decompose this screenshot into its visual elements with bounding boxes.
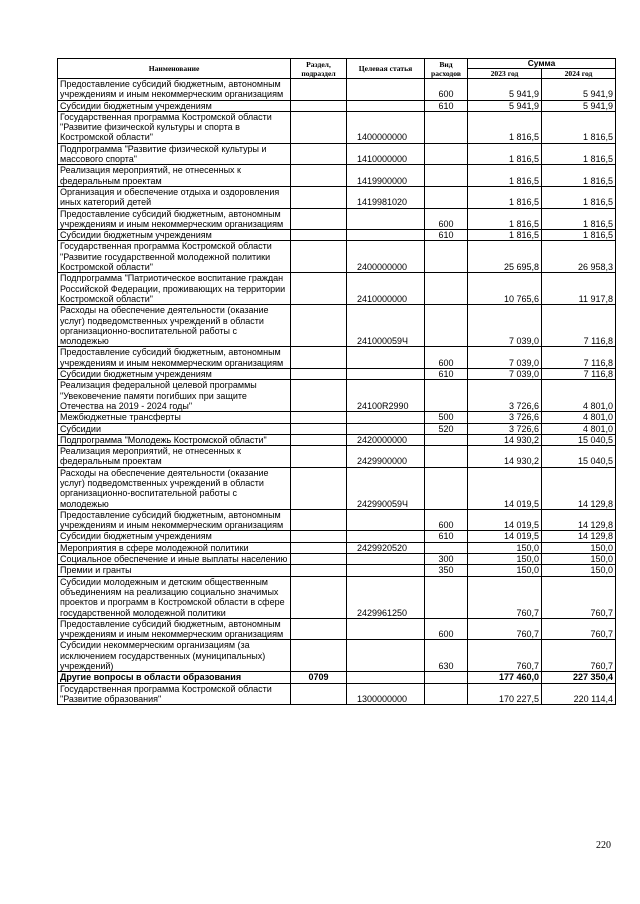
cell-name: Государственная программа Костромской области "Развитие образования" xyxy=(58,683,291,705)
cell-y2023: 3 726,6 xyxy=(468,423,542,434)
cell-type xyxy=(425,576,468,618)
cell-name: Предоставление субсидий бюджетным, автономным учреждениям и иным некоммерческим организациям xyxy=(58,618,291,640)
cell-target: 2429900000 xyxy=(347,446,425,468)
cell-name: Расходы на обеспечение деятельности (оказание услуг) подведомственных учреждений в области организационно-воспитательной работы с молодежью xyxy=(58,305,291,347)
cell-section xyxy=(291,509,347,531)
cell-section xyxy=(291,273,347,305)
cell-section xyxy=(291,143,347,165)
cell-target xyxy=(347,369,425,380)
cell-type: 600 xyxy=(425,79,468,101)
cell-y2023: 7 039,0 xyxy=(468,347,542,369)
table-row xyxy=(58,412,616,423)
table-row xyxy=(58,143,616,165)
cell-type xyxy=(425,683,468,705)
table-row xyxy=(58,423,616,434)
cell-name: Межбюджетные трансферты xyxy=(58,412,291,423)
cell-target xyxy=(347,672,425,683)
cell-y2024: 11 917,8 xyxy=(542,273,616,305)
cell-target xyxy=(347,565,425,576)
cell-y2024: 5 941,9 xyxy=(542,79,616,101)
cell-section xyxy=(291,576,347,618)
cell-y2024: 227 350,4 xyxy=(542,672,616,683)
cell-y2024: 760,7 xyxy=(542,576,616,618)
cell-section xyxy=(291,186,347,208)
cell-section xyxy=(291,412,347,423)
cell-target: 2429920520 xyxy=(347,542,425,553)
cell-y2023: 1 816,5 xyxy=(468,111,542,143)
cell-y2023: 5 941,9 xyxy=(468,100,542,111)
cell-y2024: 14 129,8 xyxy=(542,467,616,509)
cell-target xyxy=(347,79,425,101)
cell-target: 2420000000 xyxy=(347,434,425,445)
cell-section xyxy=(291,208,347,230)
cell-name: Субсидии бюджетным учреждениям xyxy=(58,531,291,542)
cell-name: Расходы на обеспечение деятельности (оказание услуг) подведомственных учреждений в области организационно-воспитательной работы с молодежью xyxy=(58,467,291,509)
cell-type xyxy=(425,672,468,683)
cell-section xyxy=(291,241,347,273)
cell-type: 300 xyxy=(425,554,468,565)
cell-name: Государственная программа Костромской области "Развитие физической культуры и спорта в Костромской области" xyxy=(58,111,291,143)
cell-section xyxy=(291,683,347,705)
cell-y2023: 1 816,5 xyxy=(468,186,542,208)
cell-section xyxy=(291,230,347,241)
cell-section xyxy=(291,565,347,576)
cell-y2024: 26 958,3 xyxy=(542,241,616,273)
cell-section xyxy=(291,111,347,143)
cell-name: Субсидии бюджетным учреждениям xyxy=(58,369,291,380)
cell-type: 610 xyxy=(425,531,468,542)
cell-type xyxy=(425,241,468,273)
table-row xyxy=(58,542,616,553)
cell-y2024: 150,0 xyxy=(542,554,616,565)
cell-y2023: 5 941,9 xyxy=(468,79,542,101)
table-row xyxy=(58,208,616,230)
cell-y2023: 10 765,6 xyxy=(468,273,542,305)
cell-y2023: 150,0 xyxy=(468,554,542,565)
cell-name: Субсидии некоммерческим организациям (за исключением государственных (муниципальных) учреждений) xyxy=(58,640,291,672)
table-row xyxy=(58,618,616,640)
cell-y2024: 1 816,5 xyxy=(542,230,616,241)
cell-target xyxy=(347,554,425,565)
cell-name: Подпрограмма "Развитие физической культуры и массового спорта" xyxy=(58,143,291,165)
cell-type: 600 xyxy=(425,208,468,230)
cell-section: 0709 xyxy=(291,672,347,683)
cell-y2023: 7 039,0 xyxy=(468,305,542,347)
cell-section xyxy=(291,640,347,672)
cell-type: 600 xyxy=(425,347,468,369)
cell-y2024: 15 040,5 xyxy=(542,446,616,468)
cell-type: 600 xyxy=(425,509,468,531)
cell-target: 2410000000 xyxy=(347,273,425,305)
cell-section xyxy=(291,554,347,565)
cell-y2023: 760,7 xyxy=(468,576,542,618)
cell-section xyxy=(291,305,347,347)
header-year-2024: 2024 год xyxy=(542,69,616,79)
cell-name: Предоставление субсидий бюджетным, автономным учреждениям и иным некоммерческим организациям xyxy=(58,509,291,531)
header-name: Наименование xyxy=(58,59,291,79)
cell-y2023: 3 726,6 xyxy=(468,412,542,423)
table-row xyxy=(58,467,616,509)
table-row xyxy=(58,347,616,369)
cell-type: 600 xyxy=(425,618,468,640)
cell-type xyxy=(425,111,468,143)
budget-table xyxy=(57,58,616,705)
cell-y2024: 760,7 xyxy=(542,618,616,640)
cell-type xyxy=(425,467,468,509)
cell-target xyxy=(347,100,425,111)
cell-target xyxy=(347,208,425,230)
header-sum: Сумма xyxy=(468,59,616,69)
cell-type: 520 xyxy=(425,423,468,434)
cell-y2024: 15 040,5 xyxy=(542,434,616,445)
cell-type: 610 xyxy=(425,369,468,380)
cell-type: 610 xyxy=(425,100,468,111)
cell-section xyxy=(291,542,347,553)
table-row xyxy=(58,509,616,531)
header-year-2023: 2023 год xyxy=(468,69,542,79)
cell-target: 242990059Ч xyxy=(347,467,425,509)
cell-target: 1400000000 xyxy=(347,111,425,143)
cell-y2024: 150,0 xyxy=(542,565,616,576)
cell-y2024: 4 801,0 xyxy=(542,423,616,434)
cell-y2023: 25 695,8 xyxy=(468,241,542,273)
cell-y2023: 1 816,5 xyxy=(468,165,542,187)
cell-y2023: 14 930,2 xyxy=(468,446,542,468)
cell-y2024: 1 816,5 xyxy=(542,186,616,208)
cell-type xyxy=(425,165,468,187)
cell-y2024: 7 116,8 xyxy=(542,369,616,380)
cell-name: Организация и обеспечение отдыха и оздоровления иных категорий детей xyxy=(58,186,291,208)
cell-name: Субсидии молодежным и детским общественным объединениям на реализацию социально значимых проектов и программ в Костромской области в сфере государственной молодежной политики xyxy=(58,576,291,618)
cell-section xyxy=(291,446,347,468)
cell-section xyxy=(291,618,347,640)
cell-y2024: 5 941,9 xyxy=(542,100,616,111)
table-row xyxy=(58,434,616,445)
cell-y2023: 14 019,5 xyxy=(468,531,542,542)
table-row xyxy=(58,576,616,618)
cell-target: 1419900000 xyxy=(347,165,425,187)
cell-section xyxy=(291,347,347,369)
cell-target: 2429961250 xyxy=(347,576,425,618)
cell-type xyxy=(425,273,468,305)
header-section: Раздел, подраздел xyxy=(291,59,347,79)
cell-section xyxy=(291,531,347,542)
cell-type xyxy=(425,542,468,553)
cell-y2024: 4 801,0 xyxy=(542,412,616,423)
cell-target: 1410000000 xyxy=(347,143,425,165)
cell-target xyxy=(347,347,425,369)
cell-y2023: 7 039,0 xyxy=(468,369,542,380)
cell-y2023: 150,0 xyxy=(468,565,542,576)
table-row xyxy=(58,230,616,241)
cell-type: 610 xyxy=(425,230,468,241)
cell-type: 500 xyxy=(425,412,468,423)
cell-target xyxy=(347,640,425,672)
cell-type xyxy=(425,434,468,445)
cell-y2023: 170 227,5 xyxy=(468,683,542,705)
table-row xyxy=(58,531,616,542)
table-row xyxy=(58,305,616,347)
cell-y2024: 7 116,8 xyxy=(542,305,616,347)
table-row xyxy=(58,380,616,412)
cell-type xyxy=(425,186,468,208)
table-row xyxy=(58,446,616,468)
cell-type: 630 xyxy=(425,640,468,672)
cell-section xyxy=(291,100,347,111)
cell-target xyxy=(347,509,425,531)
cell-name: Премии и гранты xyxy=(58,565,291,576)
page-number: 220 xyxy=(596,840,611,851)
table-header xyxy=(58,59,616,79)
cell-y2024: 14 129,8 xyxy=(542,509,616,531)
table-row xyxy=(58,554,616,565)
cell-name: Предоставление субсидий бюджетным, автономным учреждениям и иным некоммерческим организациям xyxy=(58,347,291,369)
cell-name: Реализация мероприятий, не отнесенных к федеральным проектам xyxy=(58,165,291,187)
table-row xyxy=(58,369,616,380)
cell-y2024: 14 129,8 xyxy=(542,531,616,542)
cell-name: Реализация федеральной целевой программы "Увековечение памяти погибших при защите Отечества на 2019 - 2024 годы" xyxy=(58,380,291,412)
cell-y2023: 1 816,5 xyxy=(468,143,542,165)
table-row xyxy=(58,565,616,576)
cell-target: 241000059Ч xyxy=(347,305,425,347)
cell-y2023: 1 816,5 xyxy=(468,208,542,230)
table-row xyxy=(58,241,616,273)
cell-target: 2400000000 xyxy=(347,241,425,273)
cell-target xyxy=(347,423,425,434)
cell-target: 1300000000 xyxy=(347,683,425,705)
cell-section xyxy=(291,79,347,101)
cell-target: 1419981020 xyxy=(347,186,425,208)
cell-y2023: 760,7 xyxy=(468,618,542,640)
cell-y2024: 1 816,5 xyxy=(542,165,616,187)
cell-y2024: 220 114,4 xyxy=(542,683,616,705)
cell-y2024: 1 816,5 xyxy=(542,111,616,143)
cell-type xyxy=(425,446,468,468)
cell-name: Государственная программа Костромской области "Развитие государственной молодежной политики Костромской области" xyxy=(58,241,291,273)
cell-name: Предоставление субсидий бюджетным, автономным учреждениям и иным некоммерческим организациям xyxy=(58,208,291,230)
cell-section xyxy=(291,434,347,445)
cell-y2023: 760,7 xyxy=(468,640,542,672)
cell-y2023: 3 726,6 xyxy=(468,380,542,412)
cell-name: Мероприятия в сфере молодежной политики xyxy=(58,542,291,553)
cell-y2023: 177 460,0 xyxy=(468,672,542,683)
cell-y2024: 760,7 xyxy=(542,640,616,672)
cell-name: Субсидии xyxy=(58,423,291,434)
cell-y2024: 1 816,5 xyxy=(542,143,616,165)
cell-y2024: 1 816,5 xyxy=(542,208,616,230)
cell-type xyxy=(425,380,468,412)
cell-y2023: 150,0 xyxy=(468,542,542,553)
cell-name: Предоставление субсидий бюджетным, автономным учреждениям и иным некоммерческим организациям xyxy=(58,79,291,101)
cell-section xyxy=(291,380,347,412)
cell-name: Подпрограмма "Молодежь Костромской области" xyxy=(58,434,291,445)
cell-name: Социальное обеспечение и иные выплаты населению xyxy=(58,554,291,565)
cell-name: Субсидии бюджетным учреждениям xyxy=(58,100,291,111)
cell-target xyxy=(347,531,425,542)
cell-y2024: 4 801,0 xyxy=(542,380,616,412)
table-row xyxy=(58,273,616,305)
cell-name: Другие вопросы в области образования xyxy=(58,672,291,683)
table-body xyxy=(58,79,616,705)
table-row xyxy=(58,683,616,705)
cell-section xyxy=(291,165,347,187)
cell-name: Подпрограмма "Патриотическое воспитание граждан Российской Федерации, проживающих на территории Костромской области" xyxy=(58,273,291,305)
cell-y2023: 14 930,2 xyxy=(468,434,542,445)
cell-target xyxy=(347,230,425,241)
cell-type xyxy=(425,305,468,347)
cell-section xyxy=(291,467,347,509)
cell-y2024: 150,0 xyxy=(542,542,616,553)
header-target: Целевая статья xyxy=(347,59,425,79)
cell-name: Реализация мероприятий, не отнесенных к федеральным проектам xyxy=(58,446,291,468)
cell-type: 350 xyxy=(425,565,468,576)
cell-y2023: 1 816,5 xyxy=(468,230,542,241)
cell-y2024: 7 116,8 xyxy=(542,347,616,369)
cell-y2023: 14 019,5 xyxy=(468,467,542,509)
cell-section xyxy=(291,423,347,434)
cell-y2023: 14 019,5 xyxy=(468,509,542,531)
cell-name: Субсидии бюджетным учреждениям xyxy=(58,230,291,241)
cell-type xyxy=(425,143,468,165)
table-row xyxy=(58,165,616,187)
table-row xyxy=(58,640,616,672)
header-type: Вид расходов xyxy=(425,59,468,79)
cell-target xyxy=(347,618,425,640)
table-row xyxy=(58,79,616,101)
cell-section xyxy=(291,369,347,380)
table-row xyxy=(58,186,616,208)
cell-target: 24100R2990 xyxy=(347,380,425,412)
cell-target xyxy=(347,412,425,423)
table-row xyxy=(58,672,616,683)
table-row xyxy=(58,111,616,143)
table-row xyxy=(58,100,616,111)
